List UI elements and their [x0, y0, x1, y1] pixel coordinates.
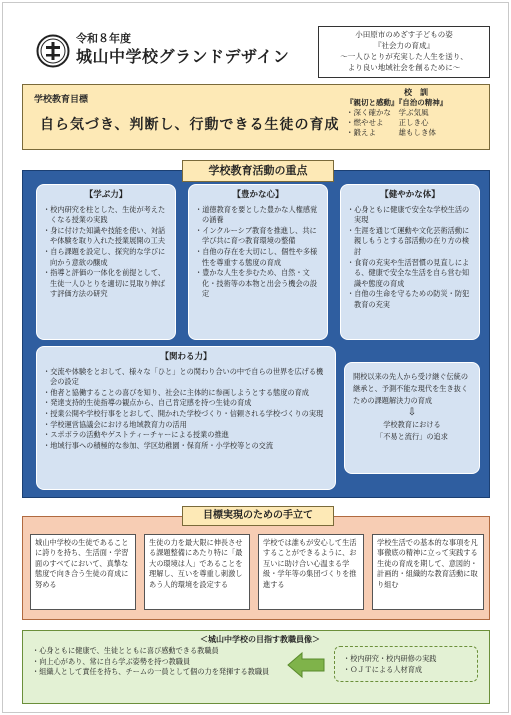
vision-line-3: ～一人ひとりが充実した人生を送り、: [340, 52, 468, 61]
list-item: ・スポボラの活動やゲストティーチャーによる授業の推進: [43, 430, 229, 440]
kakawaru-box: [36, 346, 336, 490]
list-item: ・豊かな人生を歩むため、自然・文化・技術等の本物と出会う機会の設定: [195, 268, 318, 299]
means-item: 城山中学校の生徒であることに誇りを持ち、生活面・学習面のすべてにおいて、真摯な態度で向き合う生徒の育成に努める: [30, 534, 136, 610]
list-item: ・授業公開や学校行事をとおして、開かれた学校づくり・信頼される学校づくりの実現: [43, 408, 324, 418]
staff-list: [32, 646, 292, 678]
yutaka-title: 【豊かな心】: [232, 190, 284, 200]
manabu-title: 【学ぶ力】: [84, 190, 128, 200]
list-item: ・指導と評価の一体化を前提として、生徒一人ひとりを適切に見取り伸ばす評価方法の研究: [43, 268, 166, 299]
list-item: ・組織人として責任を持ち、チームの一員として個の力を発揮する教職員: [32, 667, 270, 677]
left-arrow-icon: [286, 650, 326, 680]
page-title: 城山中学校グランドデザイン: [76, 47, 290, 66]
tradition-line-2: 「不易と流行」の追求: [376, 432, 448, 441]
list-item: ・食育の充実や生活習慣の見直しによる、健康で安全な生活を自ら営む知識や態度の育成: [347, 257, 470, 288]
list-item: ・インクルーシブ教育を推進し、共に学び共に育つ教育環境の整備: [195, 225, 317, 246]
list-item: ・生涯を通じて運動や文化芸術活動に親しもうとする部活動の在り方の検討: [347, 225, 470, 256]
list-item: ・心身ともに健康で、生徒とともに喜び感動できる教職員: [32, 646, 219, 655]
goal-label: 学校教育目標: [34, 95, 89, 105]
means-item: 生徒の力を最大限に伸長させる課題整備にあたり特に「最大の環境は人」であることを理解し、互いを尊重し刺激しあう人的環境を設定する: [144, 534, 250, 610]
staff-training-box: [334, 646, 478, 682]
city-vision-box: [318, 26, 490, 78]
motto-row-1: ・深く確かな 学ぶ気風: [346, 108, 429, 117]
list-item: ・校内研究を柱とした、生徒が考えたくなる授業の実践: [43, 204, 166, 225]
list-item: ・自他の生命を守るための防災・防犯教育の充実: [347, 289, 470, 309]
list-item: ・自ら課題を設定し、探究的な学びに向かう意欲の醸成: [43, 246, 166, 267]
school-motto: [346, 88, 486, 146]
staff-heading: ＜城山中学校の目指す教職員像＞: [200, 635, 320, 644]
list-item: ・身に付けた知識や技能を使い、対話や体験を取り入れた授業展開の工夫: [43, 225, 166, 246]
list-item: ・心身ともに健康で安全な学校生活の実現: [347, 204, 470, 225]
manabu-box: [36, 184, 176, 340]
vision-line-4: より良い地域社会を創るために～: [347, 63, 461, 72]
training-line-1: ・校内研究・校内研修の実践: [343, 654, 437, 663]
training-line-2: ・ＯＪＴによる人材育成: [343, 665, 423, 674]
motto-main: 『親切と感動』『自治の精神』: [346, 98, 448, 107]
list-item: ・他者と協働することの喜びを知り、社会に主体的に参画しようとする態度の育成: [43, 387, 309, 397]
tradition-box: [344, 362, 480, 474]
tradition-line-1: 学校教育における: [383, 420, 441, 429]
list-item: ・道徳教育を要とした豊かな人権感覚の涵養: [195, 204, 318, 225]
down-arrow-icon: ⇩: [407, 407, 417, 418]
vision-line-1: 小田原市のめざす子どもの姿: [355, 30, 453, 39]
yutaka-box: [188, 184, 328, 340]
list-item: ・向上心があり、常に自ら学ぶ姿勢を持つ教職員: [32, 656, 191, 666]
vision-line-2: 『社会力の育成』: [374, 41, 434, 50]
motto-heading: 校 訓: [404, 88, 428, 97]
goal-text: 自ら気づき、判断し、行動できる生徒の育成: [40, 117, 340, 133]
list-item: ・自他の存在を大切にし、個性や多様性を尊重する態度の育成: [195, 246, 318, 267]
kakawaru-title: 【関わる力】: [160, 352, 212, 362]
list-item: ・発達支持的生徒指導の観点から、自己肯定感を持つ生徒の育成: [43, 398, 252, 408]
fiscal-year: 令和８年度: [76, 32, 131, 45]
list-item: ・交流や体験をとおして、様々な「ひと」との関わり合いの中で自らの世界を広げる機会の設定: [43, 366, 324, 387]
list-item: ・地域行事への積極的な参加、学区幼稚園・保育所・小学校等との交流: [43, 440, 274, 450]
school-emblem-icon: [36, 34, 70, 68]
list-item: ・学校運営協議会における地域教育力の活用: [43, 419, 187, 429]
means-item: 学校生活での基本的な事項を凡事徹底の精神に立って実践する生徒の育成を期して、意図的・計画的・組織的な教育活動に取り組む: [372, 534, 484, 610]
sukoyaka-title: 【健やかな体】: [380, 190, 440, 200]
motto-row-3: ・鍛えよ 雄もしき体: [346, 128, 436, 137]
tradition-text: 開校以来の先人から受け継ぐ伝統の継承と、予測不能な現代を生き抜くための課題解決力の育成: [353, 372, 469, 405]
means-heading: 目標実現のための手立て: [182, 506, 334, 526]
means-item: 学校では誰もが安心して生活することができるように、お互いに助け合い心温まる学級・学年等の集団づくりを推進する: [258, 534, 364, 610]
activity-heading: 学校教育活動の重点: [182, 160, 334, 182]
sukoyaka-box: [340, 184, 480, 340]
motto-row-2: ・燃やせよ 正しき心: [346, 118, 429, 127]
